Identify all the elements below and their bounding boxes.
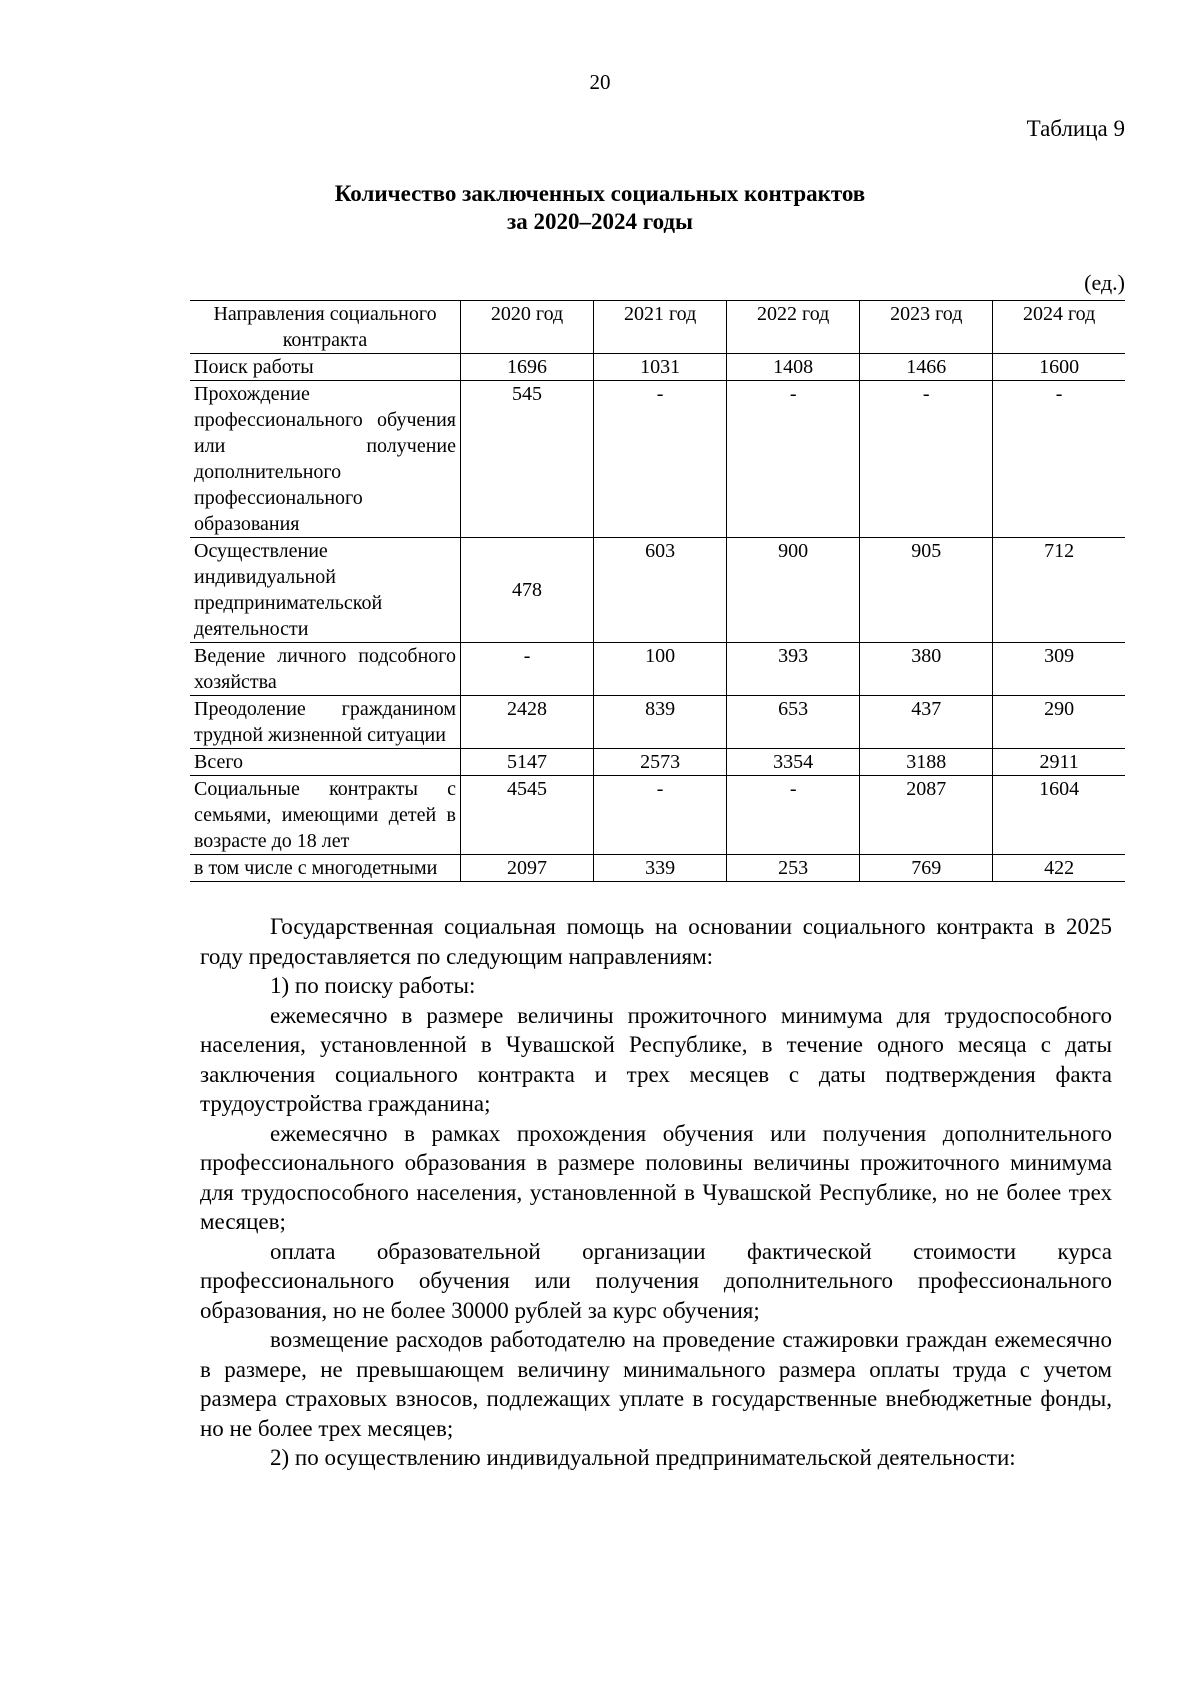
header-direction: Направления социального контракта (190, 301, 461, 354)
paragraph: ежемесячно в рамках прохождения обучения или получения дополнительного профессионального образования в размере половины величины прожиточного минимума для трудоспособного населения, установленной в Чувашской Республике, но не более трех месяцев; (200, 1120, 1112, 1234)
cell-value: 3188 (860, 749, 993, 776)
cell-value: 1604 (993, 776, 1125, 855)
table-header-row (190, 301, 1125, 354)
cell-value: 290 (993, 696, 1125, 749)
cell-value: 603 (594, 538, 727, 643)
table-row (190, 855, 1125, 882)
table-row (190, 538, 1125, 643)
cell-value: 839 (594, 696, 727, 749)
table-row (190, 776, 1125, 855)
cell-value: 2428 (461, 696, 594, 749)
header-year: 2023 год (860, 301, 993, 354)
paragraph: ежемесячно в размере величины прожиточного минимума для трудоспособного населения, установленной в Чувашской Республике, в течение одного месяца с даты заключения социального контракта и трех месяцев с даты подтверждения факта трудоустройства гражданина; (200, 1002, 1112, 1116)
header-year: 2020 год (461, 301, 594, 354)
paragraph: 2) по осуществлению индивидуальной предпринимательской деятельности: (270, 1445, 1016, 1470)
cell-value: 545 (461, 381, 594, 538)
cell-value: - (594, 776, 727, 855)
table-title (0, 180, 1200, 236)
cell-value: - (860, 381, 993, 538)
row-label: Прохождение профессионального обучения или получение дополнительного профессионального образования (190, 381, 461, 538)
table-title-line2: за 2020–2024 годы (506, 209, 694, 234)
cell-value: 769 (860, 855, 993, 882)
cell-value: 393 (727, 643, 860, 696)
table-row (190, 643, 1125, 696)
cell-value: 1696 (461, 354, 594, 381)
header-year: 2024 год (993, 301, 1125, 354)
cell-value: - (461, 643, 594, 696)
table-label: Таблица 9 (1026, 116, 1125, 141)
cell-value: 2573 (594, 749, 727, 776)
row-label: Социальные контракты с семьями, имеющими детей в возрасте до 18 лет (190, 776, 461, 855)
cell-value: 1600 (993, 354, 1125, 381)
paragraph: возмещение расходов работодателю на проведение стажировки граждан ежемесячно в размере, не превышающем величину минимального размера оплаты труда с учетом размера страховых взносов, подлежащих уплате в государственные внебюджетные фонды, но не более трех месяцев; (200, 1327, 1112, 1441)
cell-value: 4545 (461, 776, 594, 855)
paragraph: Государственная социальная помощь на основании социального контракта в 2025 году предоставляется по следующим направлениям: (200, 914, 1112, 969)
page-number: 20 (589, 70, 611, 94)
body-text (200, 912, 1112, 1473)
cell-value: - (727, 381, 860, 538)
table-title-line1: Количество заключенных социальных контрактов (334, 181, 866, 206)
row-label: в том числе с многодетными (190, 855, 461, 882)
row-label: Всего (190, 749, 461, 776)
table-row (190, 354, 1125, 381)
row-label: Поиск работы (190, 354, 461, 381)
table-row-total (190, 749, 1125, 776)
cell-value: 1031 (594, 354, 727, 381)
cell-value: 2911 (993, 749, 1125, 776)
cell-value: 905 (860, 538, 993, 643)
contracts-table (190, 300, 1125, 882)
table-unit: (ед.) (1084, 270, 1125, 295)
cell-value: 339 (594, 855, 727, 882)
row-label: Преодоление гражданином трудной жизненной ситуации (190, 696, 461, 749)
cell-value: 900 (727, 538, 860, 643)
cell-value: 1408 (727, 354, 860, 381)
cell-value: 478 (461, 538, 594, 643)
cell-value: 422 (993, 855, 1125, 882)
cell-value: - (727, 776, 860, 855)
cell-value: 712 (993, 538, 1125, 643)
row-label: Осуществление индивидуальной предпринимательской деятельности (190, 538, 461, 643)
paragraph: 1) по поиску работы: (270, 973, 476, 998)
cell-value: 253 (727, 855, 860, 882)
paragraph: оплата образовательной организации фактической стоимости курса профессионального обучения или получения дополнительного профессионального образования, но не более 30000 рублей за курс обучения; (200, 1238, 1112, 1323)
header-year: 2022 год (727, 301, 860, 354)
cell-value: - (594, 381, 727, 538)
cell-value: 309 (993, 643, 1125, 696)
cell-value: 653 (727, 696, 860, 749)
cell-value: 100 (594, 643, 727, 696)
cell-value: 5147 (461, 749, 594, 776)
row-label: Ведение личного подсобного хозяйства (190, 643, 461, 696)
cell-value: 1466 (860, 354, 993, 381)
cell-value: 2087 (860, 776, 993, 855)
cell-value: 2097 (461, 855, 594, 882)
cell-value: 3354 (727, 749, 860, 776)
cell-value: 437 (860, 696, 993, 749)
header-year: 2021 год (594, 301, 727, 354)
table-row (190, 381, 1125, 538)
cell-value: 380 (860, 643, 993, 696)
table-row (190, 696, 1125, 749)
cell-value: - (993, 381, 1125, 538)
